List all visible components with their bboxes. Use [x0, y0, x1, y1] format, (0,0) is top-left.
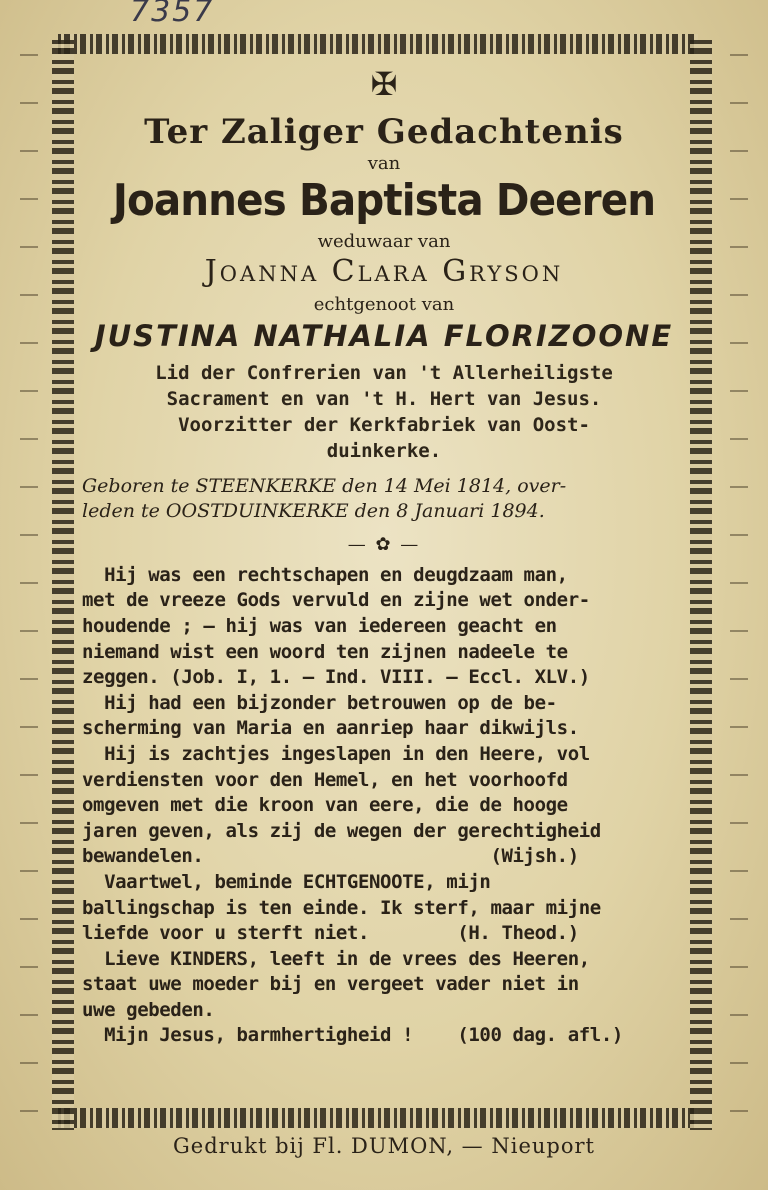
text-line: houdende ; — hij was van iedereen geacht en: [82, 614, 557, 637]
text-line: Hij was een rechtschapen en deugdzaam man,: [82, 563, 568, 586]
memorial-card-content: [82, 60, 686, 1049]
text-line: scherming van Maria en aanriep haar dikwijls.: [82, 717, 579, 740]
dates-line: Geboren te STEENKERKE den 14 Mei 1814, over-: [82, 474, 567, 497]
text-line: Vaartwel, beminde ECHTGENOOTE, mijn: [82, 870, 491, 893]
ornament-divider: — ✿ —: [347, 533, 421, 555]
handwritten-reference-number: 7357: [130, 0, 215, 29]
text-line: niemand wist een woord ten zijnen nadeele te: [82, 640, 568, 663]
spouse-label: echtgenoot van: [313, 293, 455, 315]
right-ornament-circles: [730, 30, 748, 1130]
card-title: Ter Zaliger Gedachtenis: [144, 112, 624, 152]
maltese-cross-icon: ✠: [370, 65, 398, 103]
membership-line: Voorzitter der Kerkfabriek van Oost-: [178, 413, 590, 436]
text-line: omgeven met die kroon van eere, die de hooge: [82, 794, 568, 817]
text-line: liefde voor u sterft niet. (H. Theod.): [82, 922, 579, 945]
text-line: verdiensten voor den Hemel, en het voorhoofd: [82, 768, 568, 791]
second-wife-name: JUSTINA NATHALIA FLORIZOONE: [94, 318, 674, 353]
decorative-border-left: [52, 40, 74, 1130]
printer-credit: Gedrukt bij Fl. DUMON, — Nieuport: [173, 1134, 595, 1158]
membership-line: duinkerke.: [326, 439, 442, 462]
text-line: uwe gebeden.: [82, 998, 215, 1021]
decorative-border-top: [58, 34, 698, 54]
membership-block: [82, 360, 686, 464]
text-line: met de vreeze Gods vervuld en zijne wet onder-: [82, 589, 590, 612]
text-line: Hij is zachtjes ingeslapen in den Heere, vol: [82, 742, 590, 765]
decorative-border-right: [690, 40, 712, 1130]
deceased-name: Joannes Baptista Deeren: [112, 175, 656, 227]
text-line: Mijn Jesus, barmhertigheid ! (100 dag. afl.): [82, 1024, 623, 1047]
decorative-border-bottom: [58, 1108, 698, 1128]
text-line: Lieve KINDERS, leeft in de vrees des Heeren,: [82, 947, 590, 970]
birth-death-dates: [82, 474, 686, 524]
memorial-text: [82, 563, 686, 1049]
dates-line: leden te OOSTDUINKERKE den 8 Januari 1894.: [82, 499, 545, 522]
membership-line: Lid der Confrerien van 't Allerheiligste: [155, 361, 613, 384]
left-ornament-circles: [20, 30, 38, 1130]
membership-line: Sacrament en van 't H. Hert van Jesus.: [166, 387, 602, 410]
text-line: Hij had een bijzonder betrouwen op de be-: [82, 691, 557, 714]
text-line: zeggen. (Job. I, 1. — Ind. VIII. — Eccl. XLV.): [82, 666, 590, 689]
text-line: staat uwe moeder bij en vergeet vader niet in: [82, 973, 579, 996]
text-line: bewandelen. (Wijsh.): [82, 845, 579, 868]
van-label: van: [367, 153, 401, 175]
first-wife-name: Joanna Clara Gryson: [204, 253, 564, 289]
text-line: jaren geven, als zij de wegen der gerechtigheid: [82, 819, 601, 842]
widower-label: weduwaar van: [317, 230, 451, 252]
text-line: ballingschap is ten einde. Ik sterf, maar mijne: [82, 896, 601, 919]
